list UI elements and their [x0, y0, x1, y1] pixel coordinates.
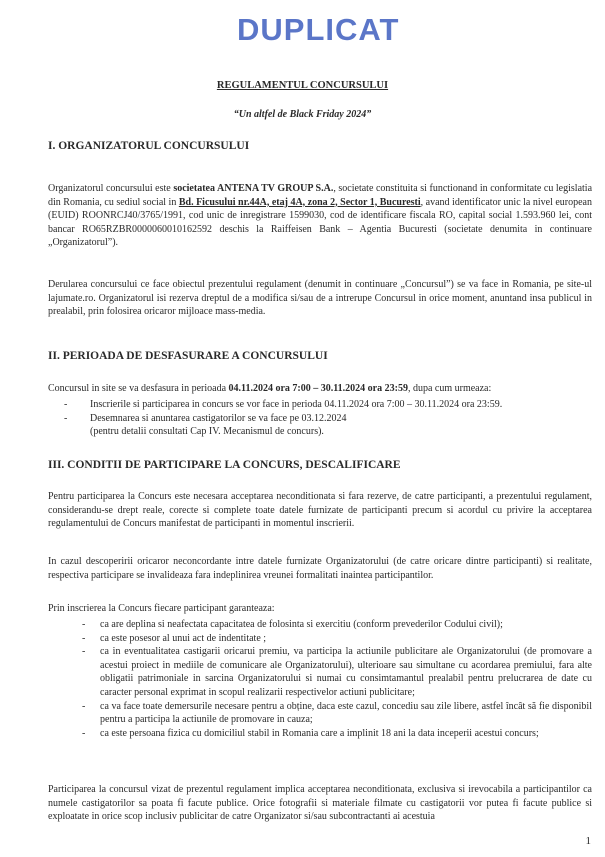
document-subtitle: “Un altfel de Black Friday 2024” — [233, 109, 372, 120]
publicity-paragraph: Participarea la concursul vizat de prezentul regulament implica acceptarea neconditionata, exclusiva si irevocabila a participantilor ca numele castigatorilor sa poata fi facute publice. Orice fotografii si materiale filmate cu castigatorii vor putea fi facute publice si exploatate in orice scop inclusiv publicitar de catre Organizator si/sau subcontractanti ai acestuia — [48, 784, 592, 823]
page-number: 1 — [585, 835, 591, 847]
period-list — [64, 398, 594, 439]
list-item: - Desemnarea si anuntarea castigatorilor se va face pe 03.12.2024 (pentru detalii consultati Cap IV. Mecanismul de concurs). — [64, 412, 594, 439]
list-item: - ca este persoana fizica cu domiciliul stabil in Romania care a implinit 18 ani la data inceperii acestui concurs; — [82, 727, 592, 741]
list-item: - Inscrierile si participarea in concurs se vor face in perioda 04.11.2024 ora 7:00 – 30.11.2024 ora 23:59. — [64, 398, 594, 412]
section-1-heading: I. ORGANIZATORUL CONCURSULUI — [48, 140, 250, 152]
section-3-heading: III. CONDITII DE PARTICIPARE LA CONCURS, DESCALIFICARE — [48, 459, 401, 471]
guarantee-list — [82, 618, 592, 740]
list-item: - ca are deplina si neafectata capacitatea de folosinta si exercitiu (conform prevederilor Codului civil); — [82, 618, 592, 632]
section-2-heading: II. PERIOADA DE DESFASURARE A CONCURSULUI — [48, 350, 328, 362]
discrepancy-paragraph: In cazul descoperirii oricaror neconcordante intre datele furnizate Organizatorului (de catre oricare dintre participanti) si realitate, respectiva participare se invalideaza fara indeplinirea vreunei formalitati inaintea participantilor. — [48, 556, 592, 581]
guarantee-intro: Prin inscrierea la Concurs fiecare participant garanteaza: — [48, 603, 275, 614]
organizer-paragraph: Organizatorul concursului este societatea ANTENA TV GROUP S.A., societate constituita si functionand in conformitate cu legislatia din Romania, cu sediul social in Bd. Ficusului nr.44A, etaj 4A, zona 2, Sector 1, Bucuresti, avand identificator unic la nivel european (EUID) ROONRCJ40/3765/1991, cod unic de inregistrare 1599030, cod de identificare fiscala RO, capital social 1.593.960 lei, cont bancar RO65RZBR0000060010162592 deschis la Raiffeisen Bank – Agentia Bucuresti (societate denumita in continuare „Organizatorul”). — [48, 183, 593, 249]
period-intro: Concursul in site se va desfasura in perioada 04.11.2024 ora 7:00 – 30.11.2024 ora 23:59, dupa cum urmeaza: — [48, 383, 492, 394]
list-item: - ca in eventualitatea castigarii oricarui premiu, va participa la actiunile publicitare ale Organizatorului (de promovare a acestui proiect in mediile de comunicare ale Organizatorului), ulterioare sau simultane cu acordarea premiului, fara alte obligatii patrimoniale in sarcina Organizatorului si numai cu consimtamantul prealabil pentru prelucrarea de date cu caracter personal exprimat in scopul realizarii respectivelor actiuni publicitare; — [82, 645, 592, 699]
conditions-paragraph: Pentru participarea la Concurs este necesara acceptarea neconditionata si fara rezerve, de catre participanti, a prezentului regulament, considerandu-se drept reale, corecte si complete toate datele furnizate de participanti precum si acordul cu privire la acceptarea regulamentului de Concurs manifestat de participanti in momentul inscrierii. — [48, 491, 592, 530]
duplicat-stamp: DUPLICAT — [237, 12, 400, 47]
derulare-paragraph: Derularea concursului ce face obiectul prezentului regulament (denumit in continuare „Concursul”) se va face in Romania, pe site-ul lajumate.ro. Organizatorul isi rezerva dreptul de a modifica si/sau de a intrerupe Concursul in orice moment, anuntand insa publicul in prealabil, prin folosirea oricaror mijloace mass-media. — [48, 279, 592, 318]
list-item: - ca va face toate demersurile necesare pentru a obține, daca este cazul, concediu sau zile libere, astfel încât să fie disponibil pentru a participa la actiunile de promovare in cauza; — [82, 700, 592, 727]
list-item: - ca este posesor al unui act de indentitate ; — [82, 632, 592, 646]
document-title: REGULAMENTUL CONCURSULUI — [216, 80, 389, 91]
